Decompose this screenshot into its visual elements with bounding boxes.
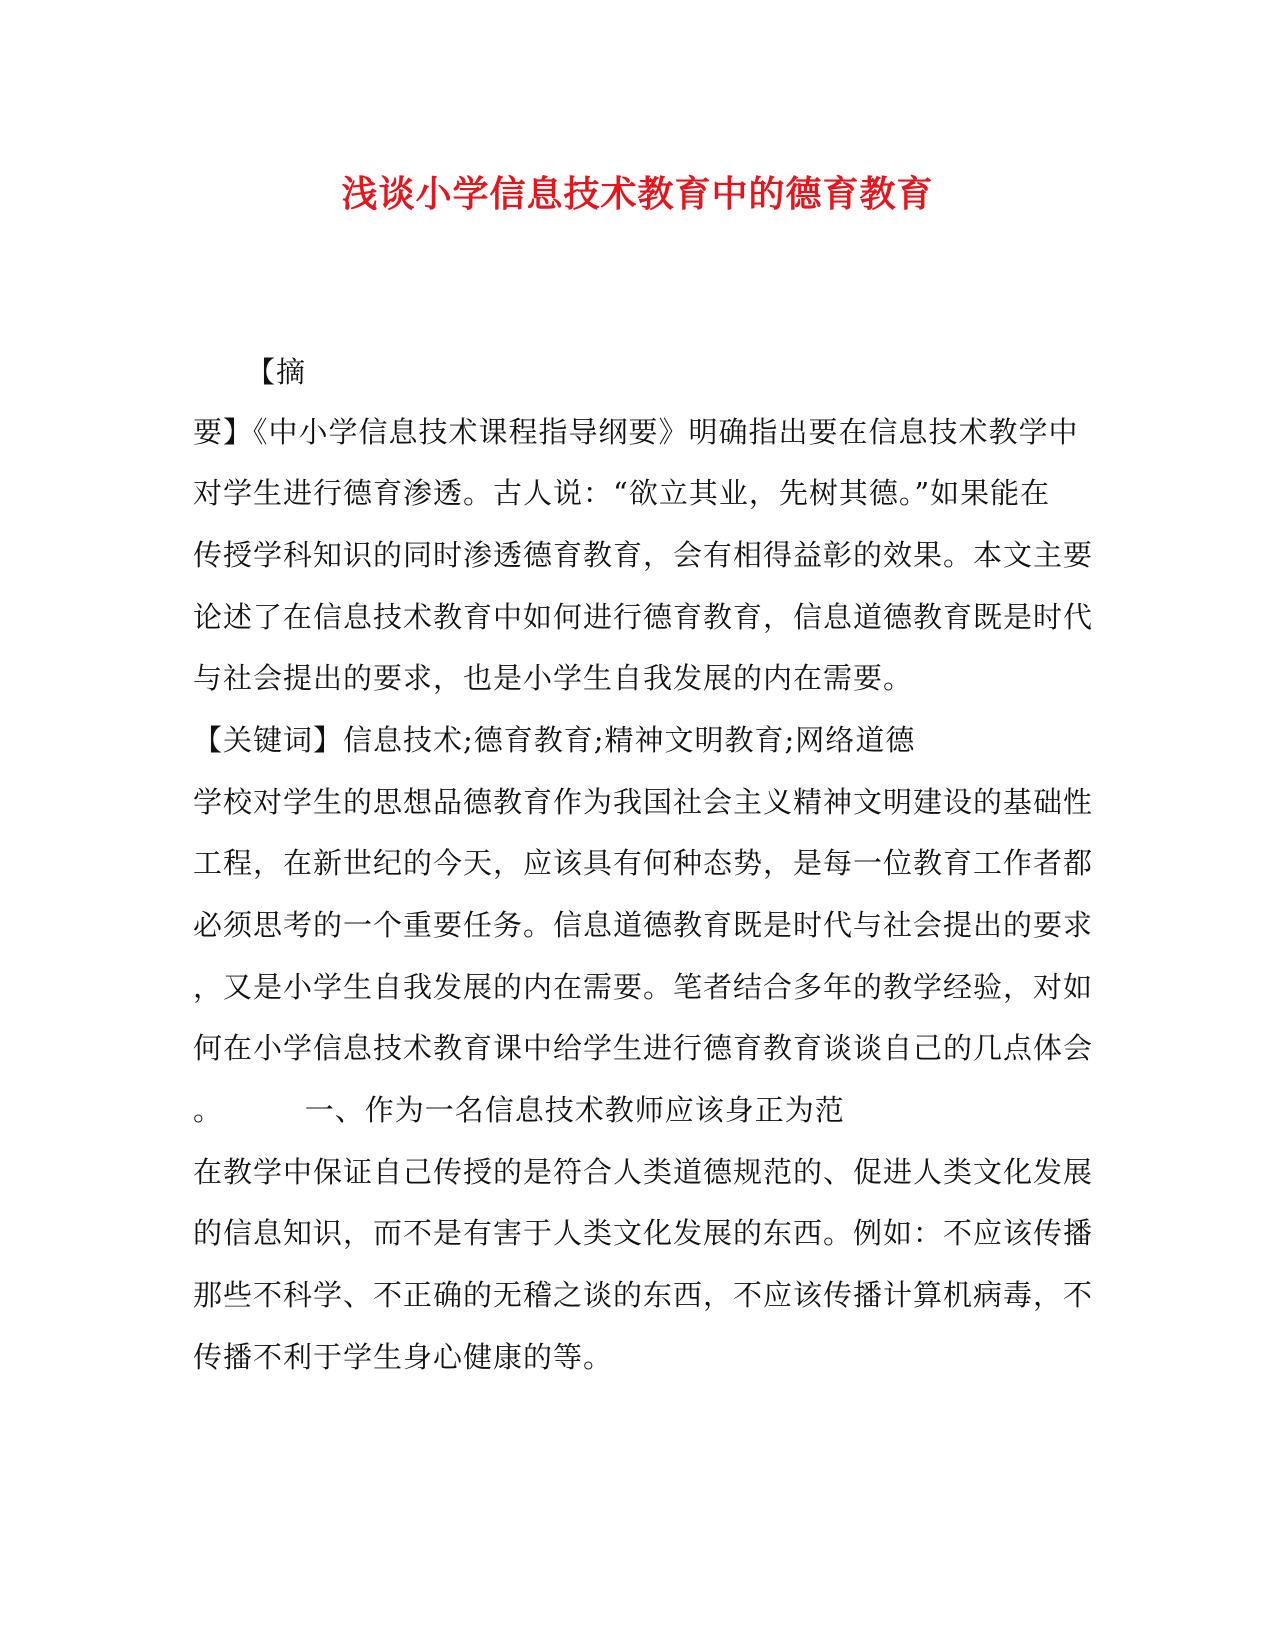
document-title: 浅谈小学信息技术教育中的德育教育: [341, 173, 934, 215]
body-line-2: 工程，在新世纪的今天，应该具有何种态势，是每一位教育工作者都: [193, 846, 1094, 880]
body-line-3: 必须思考的一个重要任务。信息道德教育既是时代与社会提出的要求: [193, 908, 1094, 942]
keywords-line: 【关键词】信息技术;德育教育;精神文明教育;网络道德: [193, 723, 916, 757]
abstract-line-5: 与社会提出的要求，也是小学生自我发展的内在需要。: [193, 661, 914, 695]
body-line-6: 在教学中保证自己传授的是符合人类道德规范的、促进人类文化发展: [193, 1155, 1094, 1189]
body-line-4: ，又是小学生自我发展的内在需要。笔者结合多年的教学经验，对如: [193, 970, 1094, 1004]
body-line-9: 传播不利于学生身心健康的等。: [193, 1340, 614, 1374]
body-line-1: 学校对学生的思想品德教育作为我国社会主义精神文明建设的基础性: [193, 785, 1094, 819]
abstract-line-1: 要】《中小学信息技术课程指导纲要》明确指出要在信息技术教学中: [193, 415, 1079, 449]
abstract-heading-line: 【摘: [246, 355, 307, 389]
body-line-5: 何在小学信息技术教育课中给学生进行德育教育谈谈自己的几点体会: [193, 1031, 1094, 1065]
body-line-8: 那些不科学、不正确的无稽之谈的东西，不应该传播计算机病毒，不: [193, 1278, 1094, 1312]
abstract-line-3: 传授学科知识的同时渗透德育教育，会有相得益彰的效果。本文主要: [193, 538, 1094, 572]
section-heading-line: 。 一、作为一名信息技术教师应该身正为范: [193, 1093, 845, 1127]
abstract-line-2: 对学生进行德育渗透。古人说：“欲立其业，先树其德。”如果能在: [193, 476, 1051, 510]
body-line-7: 的信息知识，而不是有害于人类文化发展的东西。例如：不应该传播: [193, 1216, 1094, 1250]
abstract-line-4: 论述了在信息技术教育中如何进行德育教育，信息道德教育既是时代: [193, 600, 1094, 634]
